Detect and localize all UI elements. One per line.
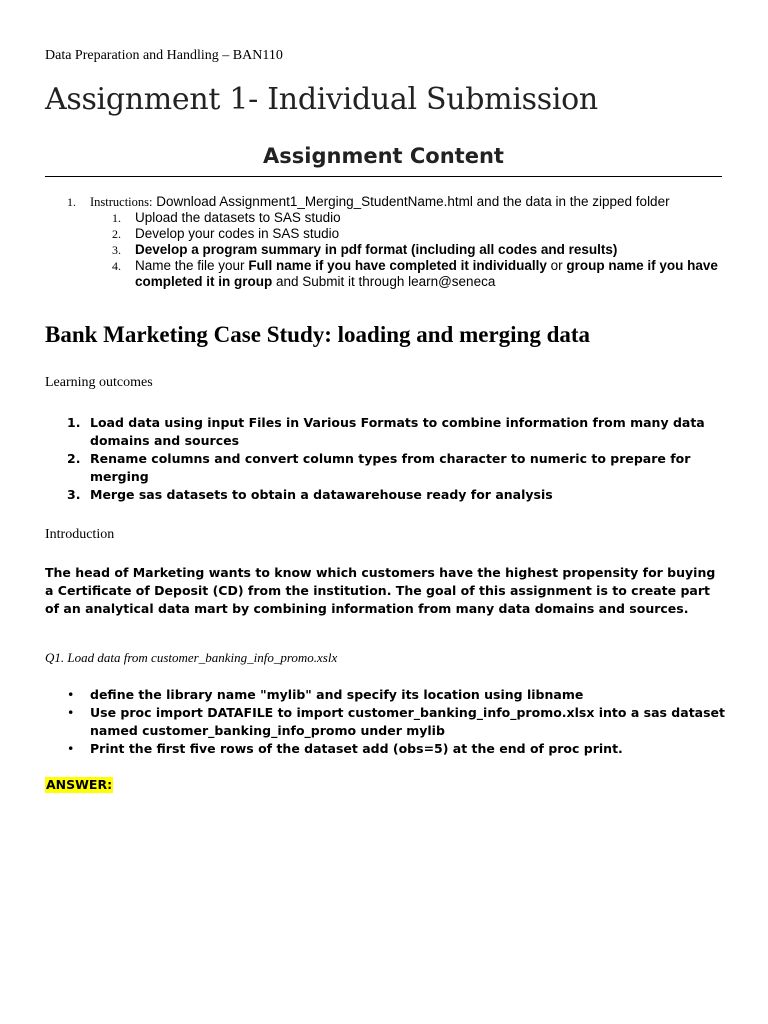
step-text-part: Full name if you have completed it individually: [248, 258, 547, 273]
step-number: 4.: [112, 259, 121, 273]
bullet-dot-icon: •: [67, 705, 75, 720]
answer-label: ANSWER:: [46, 777, 113, 792]
bullet-item: [45, 686, 725, 704]
step-text: Develop a program summary in pdf format (including all codes and results): [135, 242, 618, 257]
outcome-item: [45, 450, 725, 486]
step-text-part: or: [546, 258, 567, 273]
introduction-paragraph: The head of Marketing wants to know which customers have the highest propensity for buying a Certificate of Deposit (CD) from the institution. The goal of this assignment is to create part of an analytical data mart by combining information from many data domains and sources.: [45, 565, 716, 616]
assignment-title: Assignment 1- Individual Submission: [45, 82, 598, 117]
outcome-number: 1.: [67, 415, 81, 430]
learning-outcomes-heading: Learning outcomes: [45, 375, 153, 390]
section-title: Assignment Content: [263, 144, 504, 168]
outcome-text: Rename columns and convert column types from character to numeric to prepare for merging: [90, 451, 691, 484]
step-text-part: and Submit it through learn@seneca: [272, 274, 496, 289]
bullet-text: Use proc import DATAFILE to import customer_banking_info_promo.xlsx into a sas dataset named customer_banking_info_promo under mylib: [90, 705, 725, 738]
question-bullet-list: [45, 686, 725, 758]
bullet-text: define the library name "mylib" and specify its location using libname: [90, 687, 584, 702]
instruction-label: Instructions:: [90, 195, 153, 209]
bullet-item: [45, 704, 725, 740]
step-number: 3.: [112, 243, 121, 257]
bullet-item: [45, 740, 725, 758]
step-text: Develop your codes in SAS studio: [135, 226, 340, 241]
outcome-text: Load data using input Files in Various Formats to combine information from many data domains and sources: [90, 415, 705, 448]
step-text-part: group name if you have completed it in group: [135, 258, 718, 289]
instruction-step: [45, 210, 725, 226]
bullet-dot-icon: •: [67, 687, 75, 702]
outcome-item: [45, 486, 725, 504]
instruction-item: [45, 194, 725, 210]
instruction-step: [45, 242, 725, 258]
outcome-item: [45, 414, 725, 450]
step-number: 2.: [112, 227, 121, 241]
bullet-dot-icon: •: [67, 741, 75, 756]
outcome-number: 3.: [67, 487, 81, 502]
instruction-text: Download Assignment1_Merging_StudentName.html and the data in the zipped folder: [152, 194, 670, 209]
step-number: 1.: [112, 211, 121, 225]
section-divider: [45, 176, 722, 177]
step-text-part: Name the file your: [135, 258, 249, 273]
introduction-heading: Introduction: [45, 527, 115, 542]
case-study-title: Bank Marketing Case Study: loading and merging data: [45, 322, 591, 347]
course-header: Data Preparation and Handling – BAN110: [45, 48, 283, 63]
learning-outcomes-list: [45, 414, 725, 504]
instruction-step: [45, 226, 725, 242]
question-heading: Q1. Load data from customer_banking_info_promo.xslx: [45, 650, 338, 665]
instruction-number: 1.: [67, 195, 76, 209]
outcome-number: 2.: [67, 451, 81, 466]
outcome-text: Merge sas datasets to obtain a datawarehouse ready for analysis: [90, 487, 553, 502]
instruction-step: [45, 258, 725, 290]
instructions-list: [45, 194, 725, 290]
bullet-text: Print the first five rows of the dataset add (obs=5) at the end of proc print.: [90, 741, 623, 756]
step-text: Upload the datasets to SAS studio: [135, 210, 341, 225]
